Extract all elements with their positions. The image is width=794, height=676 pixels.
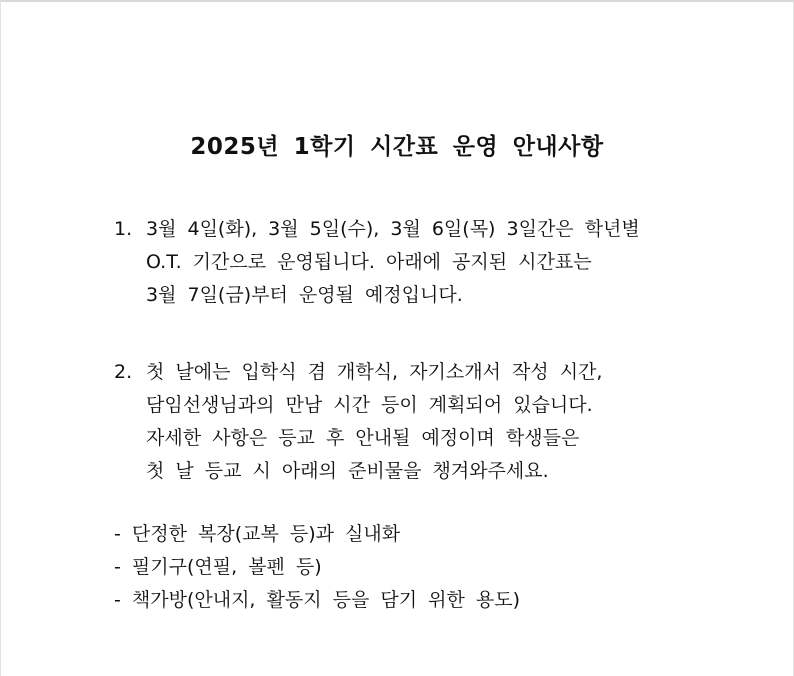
notice-item-1 [114, 213, 694, 312]
item-number: 1. [114, 218, 133, 240]
supplies-list [114, 518, 714, 617]
item-number: 2. [114, 361, 133, 383]
list-item: - 책가방(안내지, 활동지 등을 담기 위한 용도) [114, 589, 520, 611]
document-title: 2025년 1학기 시간표 운영 안내사항 [190, 134, 604, 160]
item-line: 첫 날에는 입학식 겸 개학식, 자기소개서 작성 시간, [146, 361, 603, 383]
item-line: 3월 7일(금)부터 운영될 예정입니다. [146, 284, 463, 306]
item-line: 3월 4일(화), 3월 5일(수), 3월 6일(목) 3일간은 학년별 [146, 218, 640, 240]
item-line: 담임선생님과의 만남 시간 등이 계획되어 있습니다. [146, 394, 593, 416]
notice-item-2 [114, 356, 694, 488]
item-line: O.T. 기간으로 운영됩니다. 아래에 공지된 시간표는 [146, 251, 592, 273]
list-item: - 필기구(연필, 볼펜 등) [114, 556, 322, 578]
item-line: 첫 날 등교 시 아래의 준비물을 챙겨와주세요. [146, 460, 549, 482]
item-line: 자세한 사항은 등교 후 안내될 예정이며 학생들은 [146, 427, 580, 449]
list-item: - 단정한 복장(교복 등)과 실내화 [114, 523, 401, 545]
